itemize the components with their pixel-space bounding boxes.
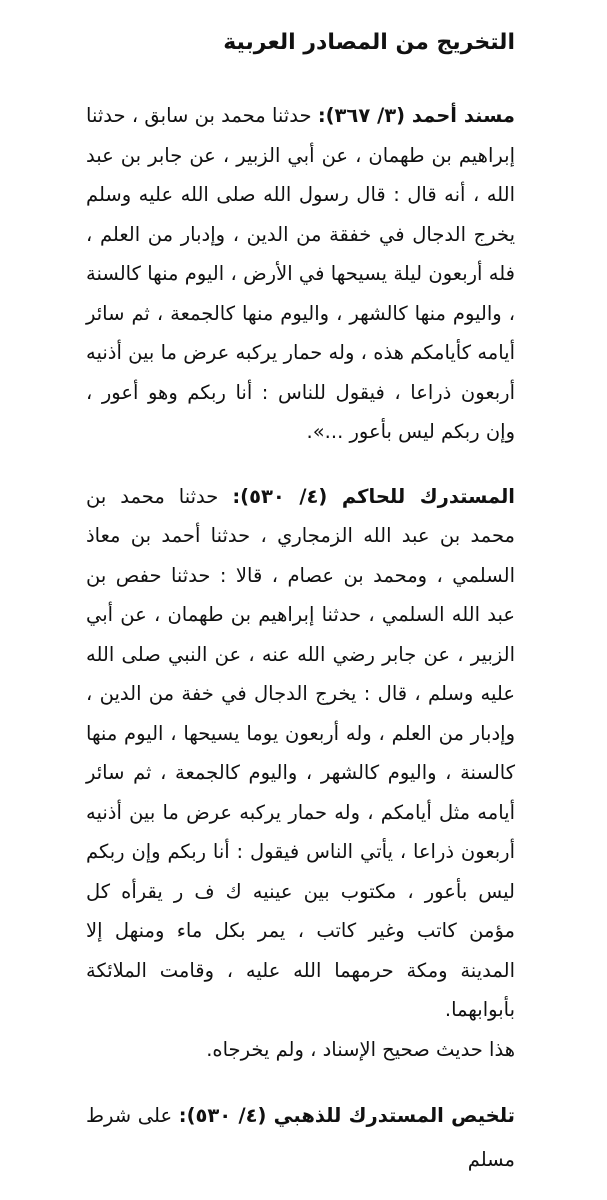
- page-title: التخريج من المصادر العربية: [223, 30, 515, 55]
- hadith-text: على شرط مسلم: [86, 1104, 515, 1171]
- source-section-musnad-ahmad: [86, 96, 515, 452]
- source-section-talkhis-dhahabi: [86, 1094, 515, 1182]
- source-paragraph: [86, 96, 515, 452]
- source-section-mustadrak-hakim: [86, 477, 515, 1070]
- source-paragraph: [86, 477, 515, 1030]
- source-label: مسند أحمد (٣/ ٣٦٧):: [317, 104, 515, 127]
- source-label: تلخيص المستدرك للذهبي (٤/ ٥٣٠):: [178, 1104, 515, 1127]
- source-label: المستدرك للحاكم (٤/ ٥٣٠):: [232, 484, 515, 508]
- hadith-text: حدثنا محمد بن سابق ، حدثنا إبراهيم بن طهمان ، عن أبي الزبير ، عن جابر بن عبد الله ، أنه قال : قال رسول الله صلى الله عليه وسلم يخرج الدجال في خفقة من الدين ، وإدبار من العلم ، فله أربعون ليلة يسيحها في الأرض ، اليوم منها كالسنة ، واليوم منها كالشهر ، واليوم منها كالجمعة ، ثم سائر أيامه كأيامكم هذه ، وله حمار يركبه عرض ما بين أذنيه أربعون ذراعا ، فيقول للناس : أنا ربكم وهو أعور ، وإن ربكم ليس بأعور ...».: [86, 104, 515, 443]
- source-paragraph: [86, 1094, 515, 1182]
- hadith-text: حدثنا محمد بن محمد بن عبد الله الزمجاري ، حدثنا أحمد بن معاذ السلمي ، ومحمد بن عصام ، قالا : حدثنا حفص بن عبد الله السلمي ، حدثنا إبراهيم بن طهمان ، عن أبي الزبير ، عن جابر رضي الله عنه ، عن النبي صلى الله عليه وسلم ، قال : يخرج الدجال في خفة من الدين ، وإدبار من العلم ، وله أربعون يوما يسيحها ، اليوم منها كالسنة ، واليوم كالشهر ، واليوم كالجمعة ، ثم سائر أيامه مثل أيامكم ، وله حمار يركبه عرض ما بين أذنيه أربعون ذراعا ، يأتي الناس فيقول : أنا ربكم وإن ربكم ليس بأعور ، مكتوب بين عينيه ك ف ر يقرأه كل مؤمن كاتب وغير كاتب ، يمر بكل ماء ومنهل إلا المدينة ومكة حرمهما الله عليه ، وقامت الملائكة بأبوابهما.: [86, 484, 515, 1021]
- grading-note: هذا حديث صحيح الإسناد ، ولم يخرجاه.: [206, 1037, 515, 1061]
